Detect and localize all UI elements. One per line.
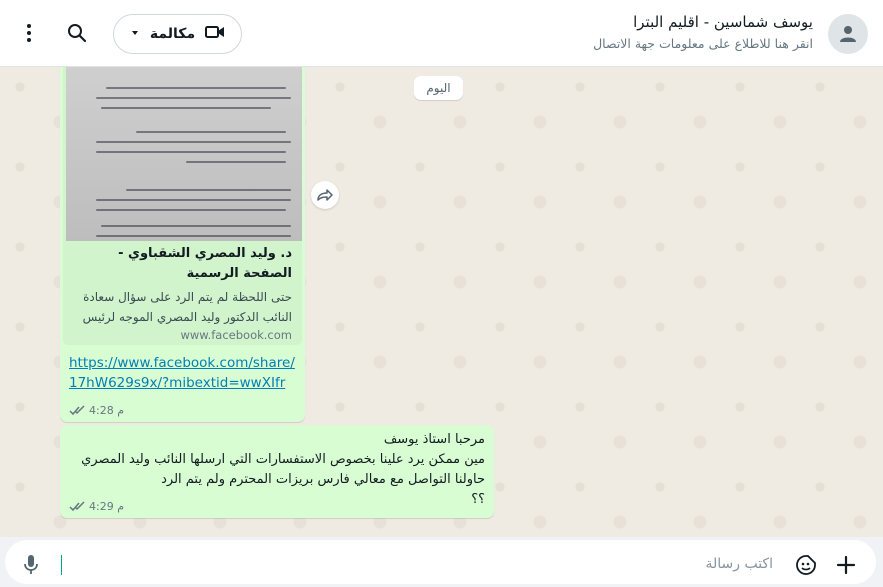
- call-button-label: مكالمة: [149, 26, 196, 42]
- message-meta: [69, 500, 124, 513]
- message-line: مرحبا استاذ يوسف: [383, 432, 485, 447]
- message-placeholder: اكتب رسالة: [705, 556, 773, 572]
- sticker-emoji-icon: [795, 554, 817, 576]
- link-preview-image: [66, 67, 302, 241]
- plus-icon: [836, 555, 856, 575]
- message-list[interactable]: [0, 67, 883, 537]
- voice-record-button[interactable]: [19, 553, 43, 577]
- link-preview-domain: www.facebook.com: [180, 328, 292, 342]
- message-time: 4:29 م: [89, 500, 125, 513]
- message-time: 4:28 م: [89, 404, 125, 417]
- menu-button[interactable]: [16, 20, 42, 46]
- forward-icon: [316, 188, 334, 202]
- search-icon: [67, 23, 87, 43]
- microphone-icon: [23, 554, 39, 576]
- message-line: مين ممكن يرد علينا بخصوص الاستفسارات التي ارسلها النائب وليد المصري: [81, 452, 485, 467]
- person-icon: [836, 22, 860, 46]
- contact-avatar[interactable]: [828, 14, 868, 54]
- link-preview-title: د. وليد المصري الشقباوي - الصفحة الرسمية: [118, 246, 292, 281]
- message-text: [65, 430, 485, 510]
- message-line: ؟؟: [471, 492, 485, 507]
- message-meta: [69, 404, 124, 417]
- link-preview-card[interactable]: [63, 67, 302, 345]
- message-bubble-link[interactable]: [60, 67, 305, 422]
- message-line: حاولنا التواصل مع معالي فارس بريزات المحترم ولم يتم الرد: [161, 472, 485, 487]
- call-button[interactable]: [113, 14, 242, 54]
- emoji-button[interactable]: [794, 553, 818, 577]
- date-separator: اليوم: [414, 76, 463, 100]
- chevron-down-icon: [130, 26, 140, 42]
- attach-button[interactable]: [834, 553, 858, 577]
- forward-button[interactable]: [311, 181, 339, 209]
- video-camera-icon: [205, 24, 225, 44]
- double-check-icon: [69, 501, 85, 512]
- link-preview-description: حتى اللحظة لم يتم الرد على سؤال سعادة النائب الدكتور وليد المصري الموجه لرئيس: [82, 290, 292, 324]
- more-vertical-icon: [26, 23, 32, 43]
- message-link[interactable]: https://www.facebook.com/share/17hW629s9x/?mibextid=wwXIfr: [69, 355, 295, 391]
- message-bubble-text[interactable]: [60, 425, 494, 518]
- search-button[interactable]: [64, 20, 90, 46]
- chat-header[interactable]: [0, 0, 883, 67]
- double-check-icon: [69, 405, 85, 416]
- contact-name[interactable]: يوسف شماسين - اقليم البترا: [633, 13, 813, 31]
- composer-bar: [0, 537, 883, 587]
- contact-info-hint[interactable]: انقر هنا للاطلاع على معلومات جهة الاتصال: [593, 36, 813, 51]
- text-caret: [61, 555, 62, 575]
- message-input[interactable]: [5, 540, 876, 584]
